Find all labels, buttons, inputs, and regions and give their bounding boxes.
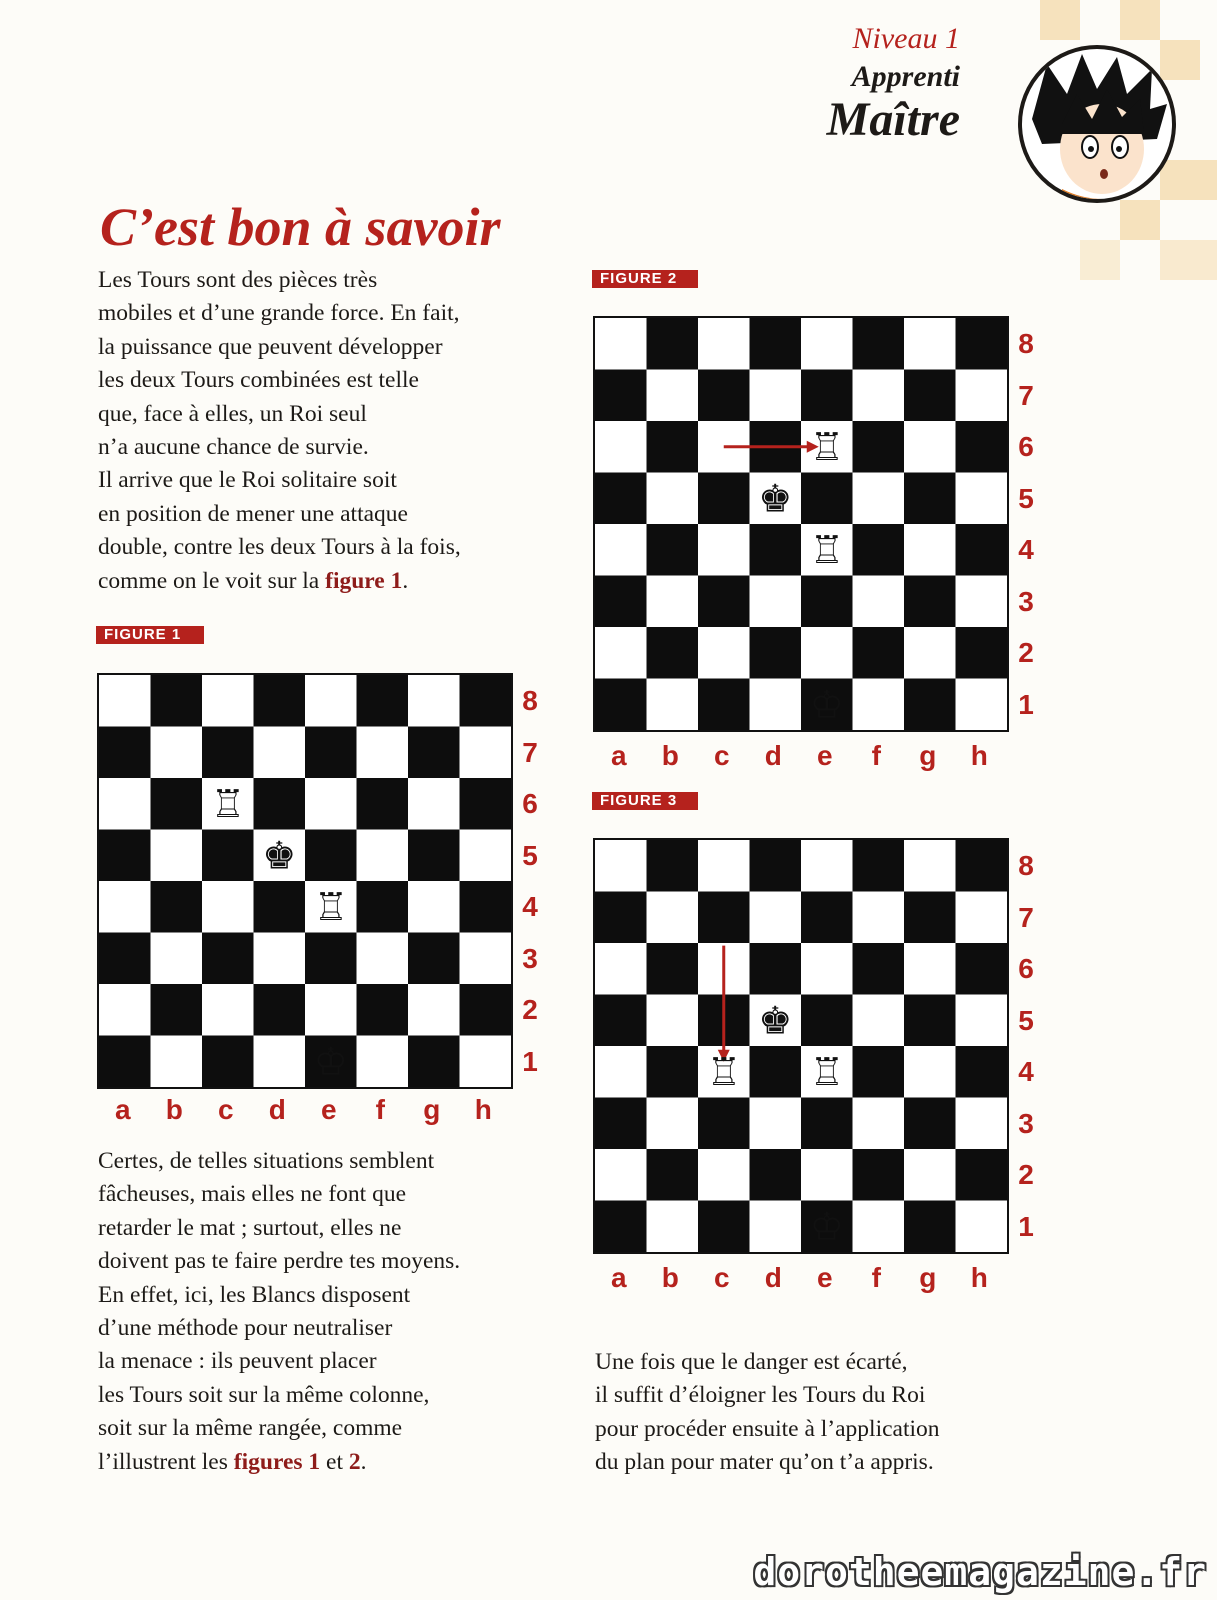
intro-line: n’a aucune chance de survie. [98,434,369,461]
board-square-c7 [698,892,750,944]
chessboard-figure-2 [593,316,1009,732]
middle-last-punct: . [360,1448,367,1475]
level-rank-line2: Maître [826,93,960,146]
board-square-c3 [698,576,750,628]
board-square-g5 [904,473,956,525]
board-square-a7 [595,370,647,422]
board-square-a3 [99,933,151,985]
board-square-g2 [904,1149,956,1201]
board-square-g3 [904,576,956,628]
board-square-d8 [750,318,802,370]
board-square-a6 [595,943,647,995]
intro-line [98,565,461,598]
board-square-g7 [904,892,956,944]
board-square-b2 [647,1149,699,1201]
board-square-g6 [904,943,956,995]
board-square-h7 [956,892,1008,944]
board-square-c8 [698,840,750,892]
board-square-a7 [99,727,151,779]
intro-line: en position de mener une attaque [98,500,408,527]
board-square-e3 [801,576,853,628]
board-square-a8 [99,675,151,727]
board-square-f5 [853,473,905,525]
board-square-f4 [853,1046,905,1098]
board-square-h1 [956,679,1008,731]
file-label-h: h [970,740,988,771]
board-square-g8 [904,318,956,370]
board-square-e5 [801,995,853,1047]
level-number: Niveau 1 [852,22,960,55]
file-label-e: e [816,740,833,771]
chessboard-figure-1 [97,673,513,1089]
board-square-a1 [595,1201,647,1253]
board-square-g4 [904,1046,956,1098]
board-square-g5 [408,830,460,882]
board-square-f1 [853,1201,905,1253]
mascot-face-icon [1022,49,1172,199]
board-square-h7 [956,370,1008,422]
rank-label-4: 4 [522,891,538,922]
board-square-e7 [801,892,853,944]
intro-line: Il arrive que le Roi solitaire soit [98,467,397,494]
board-square-f7 [853,370,905,422]
board-square-h4 [460,881,512,933]
board-square-g6 [904,421,956,473]
board-square-h4 [956,1046,1008,1098]
board-square-h8 [956,840,1008,892]
board-square-d4 [750,1046,802,1098]
board-square-d3 [750,1098,802,1150]
rank-label-2: 2 [522,994,538,1025]
middle-last-mid: et [320,1448,349,1475]
middle-line: fâcheuses, mais elles ne font que [98,1181,407,1208]
board-square-a4 [595,524,647,576]
board-square-d4 [254,881,306,933]
board-square-d2 [750,627,802,679]
board-square-h4 [956,524,1008,576]
board-square-b2 [151,984,203,1036]
board-rank-labels [1011,838,1041,1254]
white-king-icon: ♔ [809,682,844,727]
board-square-f3 [357,933,409,985]
board-square-b5 [647,995,699,1047]
board-square-g6 [408,778,460,830]
board-file-labels [97,1094,513,1130]
figure-2-label: FIGURE 2 [592,270,698,288]
figure-3-label: FIGURE 3 [592,792,698,810]
middle-line: la menace : ils peuvent placer [98,1348,377,1375]
board-square-d6 [254,778,306,830]
middle-line: d’une méthode pour neutraliser [98,1315,393,1342]
board-square-a6 [595,421,647,473]
intro-line: mobiles et d’une grande force. En fait, [98,300,460,327]
rank-label-6: 6 [1018,431,1034,462]
figure-reference: figure 1 [325,567,403,594]
conclusion-paragraph [595,1346,940,1480]
board-square-c2 [698,627,750,679]
board-square-h6 [956,943,1008,995]
board-square-a2 [99,984,151,1036]
board-square-a2 [595,627,647,679]
black-king-icon: ♚ [758,998,793,1043]
black-king-icon: ♚ [758,476,793,521]
board-square-d2 [750,1149,802,1201]
file-label-b: b [661,1262,679,1293]
white-rook-icon: ♖ [809,527,844,572]
board-square-f3 [853,1098,905,1150]
rank-label-4: 4 [1018,1056,1034,1087]
board-square-g1 [408,1036,460,1088]
board-square-g8 [408,675,460,727]
board-square-f5 [357,830,409,882]
board-square-g3 [408,933,460,985]
middle-paragraph [98,1145,460,1479]
page-title: C’est bon à savoir [100,197,501,257]
rank-label-7: 7 [1018,901,1034,933]
board-square-c3 [202,933,254,985]
board-square-c8 [698,318,750,370]
board-square-c1 [698,679,750,731]
middle-line [98,1446,460,1479]
board-square-d1 [750,679,802,731]
rank-label-2: 2 [1018,637,1034,668]
board-square-e8 [305,675,357,727]
middle-line: soit sur la même rangée, comme [98,1415,403,1442]
file-label-f: f [871,1262,881,1293]
file-label-d: d [268,1094,286,1125]
chessboard-figure-3 [593,838,1009,1254]
board-square-b5 [151,830,203,882]
board-square-e3 [801,1098,853,1150]
board-square-a1 [99,1036,151,1088]
board-square-f6 [357,778,409,830]
file-label-a: a [114,1094,131,1125]
board-square-b6 [647,943,699,995]
board-square-d7 [750,892,802,944]
board-square-h5 [956,473,1008,525]
board-square-g2 [408,984,460,1036]
board-square-a5 [595,473,647,525]
board-square-c7 [698,370,750,422]
board-square-g8 [904,840,956,892]
rank-label-8: 8 [522,685,538,716]
board-square-e2 [801,1149,853,1201]
board-square-f4 [357,881,409,933]
board-square-g2 [904,627,956,679]
board-rank-labels [515,673,545,1089]
intro-line: Les Tours sont des pièces très [98,267,378,293]
board-square-b1 [647,1201,699,1253]
rank-label-7: 7 [522,736,538,768]
rank-label-3: 3 [1018,585,1034,617]
board-square-a7 [595,892,647,944]
board-square-d2 [254,984,306,1036]
board-grid [595,840,1007,1252]
intro-line: la puissance que peuvent développer [98,333,443,360]
intro-line: que, face à elles, un Roi seul [98,400,367,427]
white-rook-icon: ♖ [210,781,245,826]
white-rook-icon: ♖ [706,1049,741,1094]
file-label-d: d [764,1262,782,1293]
file-label-f: f [871,740,881,771]
rank-label-1: 1 [1018,688,1034,720]
rank-label-5: 5 [1018,482,1034,514]
board-square-e2 [305,984,357,1036]
board-square-c2 [698,1149,750,1201]
board-file-labels [593,1262,1009,1298]
board-square-b3 [647,576,699,628]
board-square-h8 [956,318,1008,370]
file-label-g: g [919,1262,937,1293]
file-label-b: b [661,740,679,771]
board-square-h1 [956,1201,1008,1253]
file-label-c: c [713,1262,730,1293]
board-square-c5 [202,830,254,882]
board-square-b8 [647,840,699,892]
board-square-d1 [750,1201,802,1253]
board-square-h3 [956,1098,1008,1150]
board-square-d8 [254,675,306,727]
board-square-a6 [99,778,151,830]
white-rook-icon: ♖ [313,884,348,929]
board-square-e8 [801,840,853,892]
board-square-f1 [853,679,905,731]
board-square-h7 [460,727,512,779]
file-label-d: d [764,740,782,771]
rank-label-6: 6 [1018,953,1034,984]
board-square-c4 [202,881,254,933]
board-square-d1 [254,1036,306,1088]
board-square-a5 [595,995,647,1047]
board-square-c8 [202,675,254,727]
board-square-c1 [698,1201,750,1253]
file-label-c: c [713,740,730,771]
figure-1-label: FIGURE 1 [96,626,204,644]
rank-label-3: 3 [522,942,538,974]
file-label-b: b [165,1094,183,1125]
board-square-d8 [750,840,802,892]
board-square-g7 [904,370,956,422]
board-square-h3 [460,933,512,985]
board-square-g4 [904,524,956,576]
board-square-b8 [151,675,203,727]
board-square-f8 [853,318,905,370]
white-rook-icon: ♖ [809,1049,844,1094]
white-king-icon: ♔ [313,1039,348,1084]
board-square-b1 [647,679,699,731]
conclusion-line: il suffit d’éloigner les Tours du Roi [595,1382,926,1409]
board-square-b7 [647,892,699,944]
board-square-g4 [408,881,460,933]
board-square-b3 [151,933,203,985]
board-square-g7 [408,727,460,779]
rank-label-5: 5 [1018,1004,1034,1036]
board-square-g3 [904,1098,956,1150]
rank-label-4: 4 [1018,534,1034,565]
board-square-h3 [956,576,1008,628]
board-square-f5 [853,995,905,1047]
board-square-g5 [904,995,956,1047]
file-label-a: a [610,1262,627,1293]
board-square-f6 [853,421,905,473]
middle-line: retarder le mat ; surtout, elles ne [98,1214,402,1241]
board-square-h5 [956,995,1008,1047]
file-label-h: h [474,1094,492,1125]
board-square-b7 [151,727,203,779]
figure-reference: figures 1 [233,1448,321,1475]
mascot-avatar [1018,45,1176,203]
board-rank-labels [1011,316,1041,732]
board-square-g1 [904,1201,956,1253]
file-label-e: e [320,1094,337,1125]
board-square-b1 [151,1036,203,1088]
board-square-a8 [595,318,647,370]
board-square-f3 [853,576,905,628]
intro-paragraph [98,264,461,598]
board-square-a3 [595,1098,647,1150]
board-square-c5 [698,473,750,525]
rank-label-5: 5 [522,839,538,871]
intro-last-punct: . [402,567,409,594]
file-label-f: f [375,1094,385,1125]
board-square-e3 [305,933,357,985]
board-square-b3 [647,1098,699,1150]
board-square-d6 [750,943,802,995]
board-square-b5 [647,473,699,525]
board-square-h2 [460,984,512,1036]
site-watermark: dorotheemagazine.fr [753,1550,1207,1594]
white-king-icon: ♔ [809,1204,844,1249]
board-square-h1 [460,1036,512,1088]
rank-label-1: 1 [1018,1210,1034,1242]
file-label-e: e [816,1262,833,1293]
middle-last-text: l’illustrent les [98,1448,234,1475]
black-king-icon: ♚ [262,833,297,878]
rank-label-8: 8 [1018,328,1034,359]
rank-label-6: 6 [522,788,538,819]
board-square-d7 [254,727,306,779]
rank-label-2: 2 [1018,1159,1034,1190]
board-square-d7 [750,370,802,422]
board-file-labels [593,740,1009,776]
board-square-d3 [254,933,306,985]
intro-line: double, contre les deux Tours à la fois, [98,534,461,561]
board-square-b4 [151,881,203,933]
board-square-b6 [151,778,203,830]
board-square-g1 [904,679,956,731]
board-square-a4 [595,1046,647,1098]
board-square-e2 [801,627,853,679]
intro-last-text: comme on le voit sur la [98,567,326,594]
board-square-e6 [801,943,853,995]
board-grid [595,318,1007,730]
board-square-h2 [956,1149,1008,1201]
board-square-e8 [801,318,853,370]
board-square-b2 [647,627,699,679]
board-square-a5 [99,830,151,882]
board-square-f2 [853,627,905,679]
rank-label-8: 8 [1018,850,1034,881]
board-square-f7 [853,892,905,944]
board-square-e6 [305,778,357,830]
board-square-b7 [647,370,699,422]
conclusion-line: Une fois que le danger est écarté, [595,1349,908,1375]
board-square-f2 [357,984,409,1036]
board-square-b8 [647,318,699,370]
file-label-g: g [919,740,937,771]
board-square-e7 [305,727,357,779]
board-square-a1 [595,679,647,731]
board-square-f6 [853,943,905,995]
board-square-f4 [853,524,905,576]
conclusion-line: pour procéder ensuite à l’application [595,1415,940,1442]
board-square-c3 [698,1098,750,1150]
board-square-a3 [595,576,647,628]
board-square-f7 [357,727,409,779]
board-square-a4 [99,881,151,933]
board-square-c2 [202,984,254,1036]
board-square-b4 [647,524,699,576]
rank-label-1: 1 [522,1045,538,1077]
middle-line: Certes, de telles situations semblent [98,1148,435,1174]
board-square-e5 [305,830,357,882]
board-square-d3 [750,576,802,628]
board-square-c1 [202,1036,254,1088]
intro-line: les deux Tours combinées est telle [98,367,419,394]
board-square-e5 [801,473,853,525]
board-square-c7 [202,727,254,779]
white-rook-icon: ♖ [809,424,844,469]
board-square-h5 [460,830,512,882]
board-square-a2 [595,1149,647,1201]
middle-line: doivent pas te faire perdre tes moyens. [98,1248,461,1275]
board-square-e7 [801,370,853,422]
board-square-h2 [956,627,1008,679]
board-square-a8 [595,840,647,892]
figure-reference: 2 [348,1448,361,1475]
file-label-h: h [970,1262,988,1293]
board-square-f8 [357,675,409,727]
board-square-f8 [853,840,905,892]
rank-label-7: 7 [1018,379,1034,411]
board-grid [99,675,511,1087]
board-square-h8 [460,675,512,727]
board-square-f2 [853,1149,905,1201]
rank-label-3: 3 [1018,1107,1034,1139]
board-square-b4 [647,1046,699,1098]
middle-line: les Tours soit sur la même colonne, [98,1381,430,1408]
board-square-d4 [750,524,802,576]
middle-line: En effet, ici, les Blancs disposent [98,1281,411,1308]
file-label-g: g [423,1094,441,1125]
board-square-h6 [956,421,1008,473]
level-rank-line1: Apprenti [851,60,960,93]
board-square-b6 [647,421,699,473]
file-label-c: c [217,1094,234,1125]
board-square-h6 [460,778,512,830]
board-square-c4 [698,524,750,576]
board-square-f1 [357,1036,409,1088]
file-label-a: a [610,740,627,771]
conclusion-line: du plan pour mater qu’on t’a appris. [595,1449,934,1476]
